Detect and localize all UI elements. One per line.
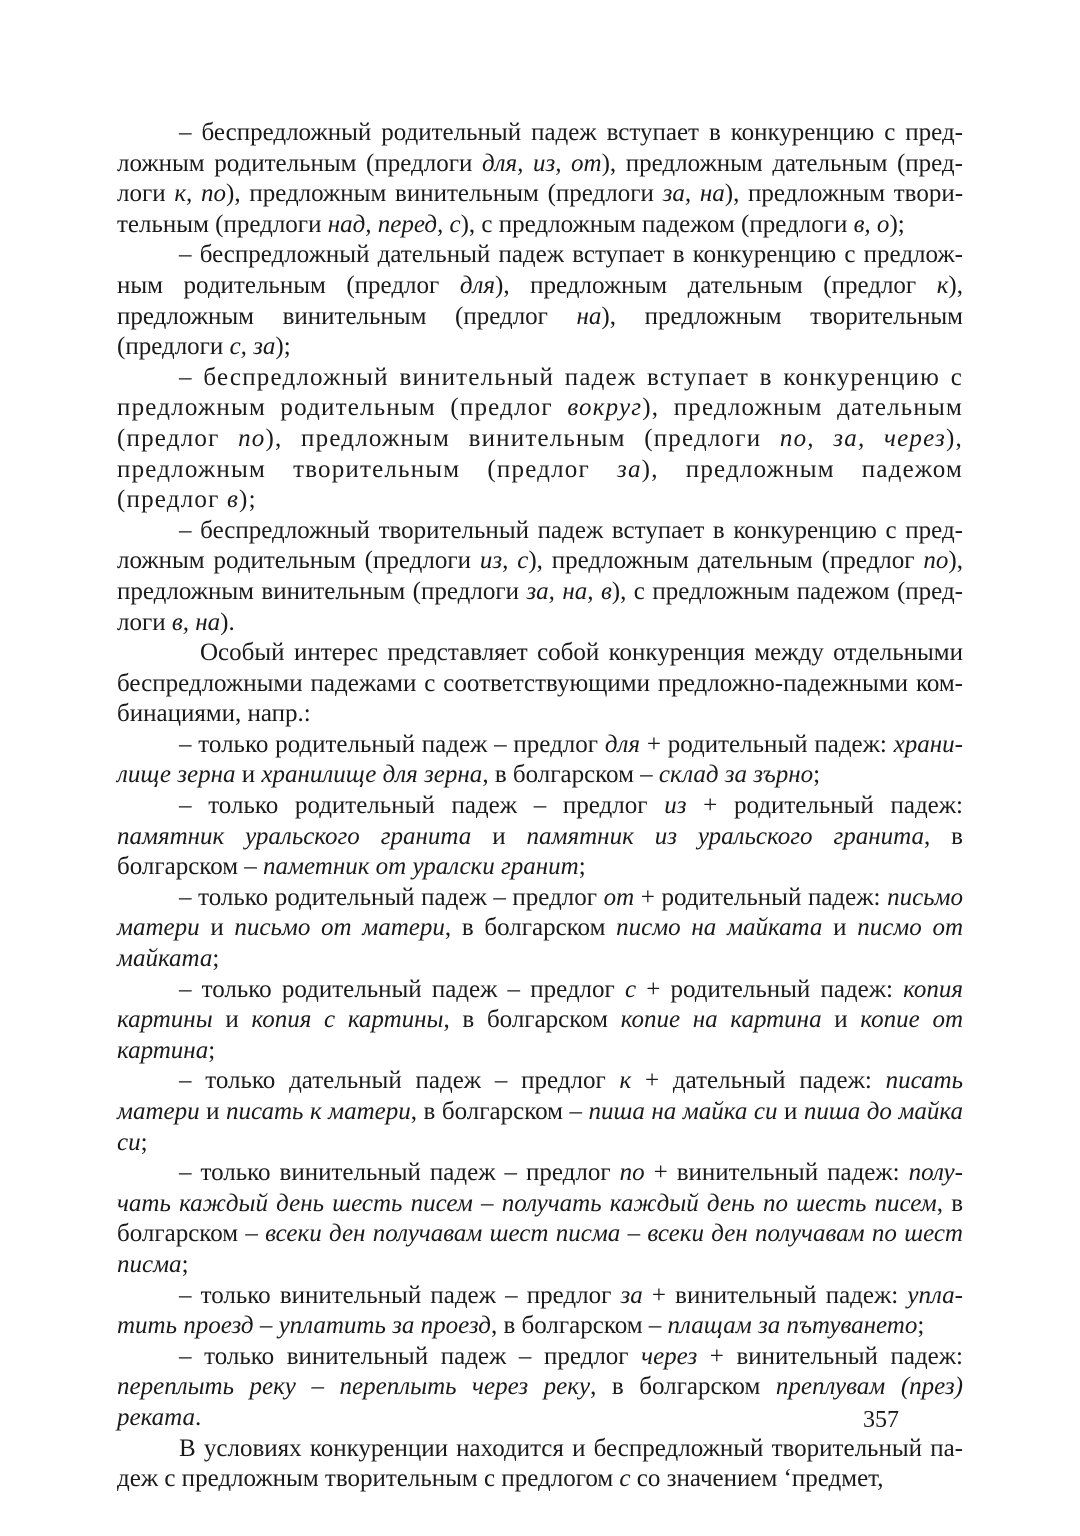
text-run: + дательный падеж: — [631, 1067, 886, 1095]
text-run: ; — [813, 761, 821, 789]
italic-example: писмо на майката — [616, 914, 823, 942]
italic-example: уплатить проезд – уплатить за проезд — [117, 1281, 963, 1340]
italic-example: паметник от уралски гранит — [263, 853, 579, 881]
italic-example: за, на — [662, 180, 725, 208]
text-run: – только родительный падеж – предлог — [179, 975, 625, 1003]
text-run: , в болгарском – — [410, 1098, 589, 1125]
text-run: , в болгарском – — [117, 1189, 963, 1248]
italic-example: в, о — [853, 210, 890, 238]
text-run: ), с предложным падежом (предлоги — [460, 210, 854, 238]
text-run: ); — [275, 333, 291, 361]
page-body — [117, 118, 963, 1495]
text-run: – беспредложный дательный падеж вступает в конкуренцию с предложным родительным (предлог — [117, 241, 963, 299]
text-run: + родительный падеж: — [686, 792, 963, 820]
paragraph — [117, 975, 963, 1067]
text-run: – только винительный падеж – предлог — [179, 1281, 621, 1309]
paragraph — [117, 1066, 963, 1158]
paragraph — [117, 1281, 963, 1342]
italic-example: через — [641, 1342, 698, 1370]
text-run: ); — [889, 210, 905, 238]
italic-example: хранилище зерна — [117, 730, 963, 789]
paragraph — [117, 118, 963, 240]
italic-example: памятник уральского гранита — [117, 822, 472, 850]
italic-example: с, за — [229, 333, 276, 361]
italic-example: в — [226, 486, 240, 514]
text-run: ), предложным винительным (предлоги — [265, 424, 780, 452]
text-run: ). — [220, 608, 235, 636]
text-run: ), предложным творительным (предлоги — [117, 180, 964, 238]
italic-example: пиша на майка си — [588, 1098, 778, 1125]
paragraph — [117, 363, 963, 516]
italic-example: письмо от матери — [234, 914, 445, 942]
italic-example: с — [624, 975, 637, 1003]
italic-example: плащам за пътуването — [667, 1312, 918, 1340]
italic-example: писмо от майката — [117, 914, 963, 973]
text-run: + винительный падеж: — [697, 1342, 963, 1370]
text-run: , в болгарском — [444, 914, 617, 942]
paragraph — [117, 1158, 963, 1280]
italic-example: по, за, через — [779, 424, 947, 452]
text-run: ), предложным винительным (предлог — [117, 271, 963, 330]
text-run: ); — [239, 486, 257, 514]
text-run: – беспредложный винительный падеж вступает в конкуренцию с предложным родительным (предлог — [117, 363, 963, 422]
text-run: и — [471, 822, 527, 850]
text-run: и — [821, 1006, 861, 1034]
text-run: ), предложным творительным (предлоги — [117, 302, 963, 361]
paragraph — [117, 516, 963, 638]
text-run: ), предложным винительным (предлоги — [226, 180, 663, 208]
text-run: и — [212, 1006, 252, 1034]
text-run: ), предложным дательным (предлог — [495, 271, 937, 299]
text-run: со значением ‘предмет, — [630, 1465, 884, 1493]
text-run: ; — [208, 1036, 216, 1064]
text-run: ), с предложным падежом (предлоги — [117, 577, 963, 636]
text-run: и — [777, 1098, 804, 1125]
italic-example: из, с — [479, 547, 529, 575]
italic-example: за — [620, 1281, 643, 1309]
text-run: и — [822, 914, 858, 942]
italic-example: за, на, в — [526, 577, 612, 605]
italic-example: в, на — [171, 608, 221, 636]
text-run: ), предложным дательным (предлог — [117, 394, 963, 452]
text-run: ), предложным творительным (предлог — [117, 424, 963, 483]
italic-example: к — [936, 271, 949, 299]
italic-example: из — [664, 792, 687, 820]
italic-example: склад за зърно — [658, 761, 814, 789]
italic-example: к, по — [174, 180, 227, 208]
italic-example: с — [619, 1465, 631, 1493]
text-run: – только родительный падеж – предлог — [179, 883, 604, 911]
italic-example: по — [619, 1159, 645, 1187]
text-run: , в болгарском — [590, 1373, 776, 1401]
text-run: Особый интерес представляет собой конкуренция между отдельными беспредложными падежами с соответствующими предложно-падежными комбинациями, напр.: — [117, 639, 963, 728]
paragraph — [117, 883, 963, 975]
text-run: , в болгарском — [443, 1006, 621, 1034]
text-run: + родительный падеж: — [640, 730, 894, 758]
text-run: + родительный падеж: — [636, 975, 904, 1003]
text-run: – беспредложный родительный падеж вступает в конкуренцию с предложным родительным (предлоги — [117, 119, 963, 177]
text-run: , в болгарском – — [117, 822, 963, 881]
text-run: – только родительный падеж – предлог — [179, 730, 605, 758]
italic-example: пиша до майка си — [117, 1098, 963, 1156]
italic-example: по — [238, 424, 266, 452]
text-run: + винительный падеж: — [642, 1281, 908, 1309]
text-run: ; — [917, 1312, 925, 1340]
italic-example: преплувам (през) реката — [117, 1373, 963, 1431]
italic-example: получать каждый день шесть писем – получать каждый день по шесть писем — [117, 1159, 963, 1217]
text-run: + винительный падеж: — [644, 1159, 909, 1187]
italic-example: к — [619, 1067, 632, 1095]
italic-example: копия картины — [117, 975, 963, 1034]
italic-example: хранилище для зерна — [261, 761, 483, 789]
text-run: – только винительный падеж – предлог — [179, 1159, 620, 1187]
paragraph — [117, 730, 963, 791]
text-run: – только дательный падеж – предлог — [179, 1067, 620, 1095]
paragraph — [117, 638, 963, 730]
italic-example: от — [603, 883, 635, 911]
text-run: – беспредложный творительный падеж вступает в конкуренцию с предложным родительным (предлоги — [117, 516, 963, 575]
italic-example: по — [923, 547, 949, 575]
paragraph — [117, 1342, 963, 1434]
italic-example: копия с картины — [251, 1006, 444, 1034]
italic-example: за — [617, 455, 642, 483]
italic-example: вокруг — [567, 394, 643, 422]
italic-example: писать к матери — [226, 1098, 411, 1125]
text-run: + родительный падеж: — [634, 883, 888, 911]
italic-example: для — [459, 271, 495, 299]
text-run: В условиях конкуренции находится и беспредложный творительный падеж с предложным творительным с предлогом — [117, 1434, 963, 1493]
text-run: ; — [181, 1250, 189, 1278]
italic-example: писать матери — [117, 1067, 963, 1125]
paragraph — [117, 1434, 963, 1495]
italic-example: письмо матери — [117, 883, 963, 942]
paragraph — [117, 791, 963, 883]
text-run: – только винительный падеж – предлог — [179, 1342, 642, 1370]
italic-example: для, из, от — [481, 149, 602, 177]
text-run: , в болгарском – — [482, 761, 659, 789]
text-run: и — [199, 914, 235, 942]
italic-example: копие на картина — [620, 1006, 822, 1034]
text-run: ; — [578, 853, 586, 881]
text-run: и — [199, 1098, 227, 1125]
italic-example: переплыть реку – переплыть через реку — [117, 1373, 591, 1401]
text-run: ), предложным винительным (предлоги — [117, 547, 963, 605]
text-run: , в болгарском – — [490, 1312, 668, 1340]
italic-example: копие от картина — [117, 1006, 963, 1064]
text-run: . — [195, 1403, 202, 1431]
text-run: ; — [140, 1128, 148, 1156]
text-run: и — [235, 761, 262, 789]
page-number: 357 — [863, 1407, 899, 1433]
italic-example: для — [604, 730, 641, 758]
text-run: ; — [212, 945, 220, 973]
text-run: ), предложным падежом (предлог — [117, 455, 963, 514]
paragraph — [117, 240, 963, 362]
text-run: – только родительный падеж – предлог — [179, 792, 665, 820]
italic-example: памятник из уральского гранита — [526, 822, 924, 850]
italic-example: на — [576, 302, 602, 330]
italic-example: над, перед, с — [327, 210, 461, 238]
text-run: ), предложным дательным (предлог — [528, 547, 924, 575]
italic-example: всеки ден получавам шест писма – всеки ден получавам по шест писма — [117, 1220, 963, 1278]
text-run: ), предложным дательным (предлоги — [117, 149, 963, 208]
